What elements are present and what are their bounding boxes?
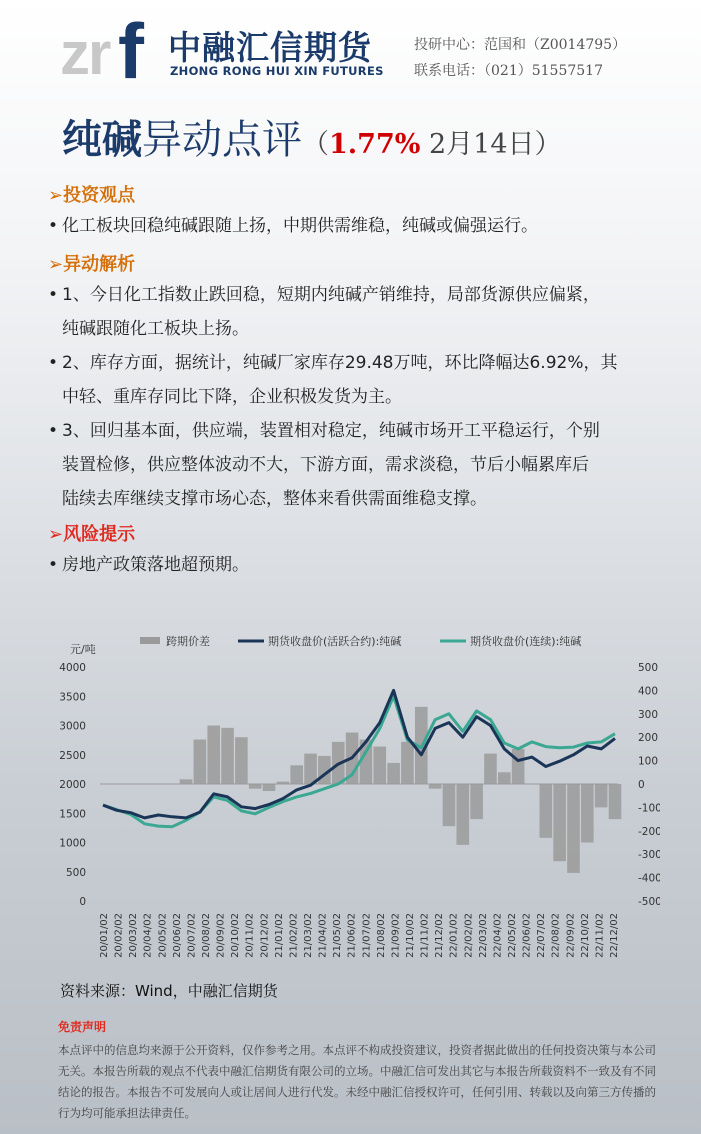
- x-tick-label: 22/10/02: [579, 913, 591, 958]
- x-tick-label: 21/08/02: [375, 913, 387, 958]
- spread-bar: [609, 784, 622, 819]
- legend-label-2: 期货收盘价(连续):纯碱: [470, 635, 582, 648]
- y2-tick-label: 200: [638, 732, 659, 745]
- x-tick-label: 22/07/02: [536, 913, 548, 958]
- x-tick-label: 22/01/02: [448, 913, 460, 958]
- x-tick-label: 22/04/02: [492, 913, 504, 958]
- company-logo-icon: [58, 12, 162, 82]
- x-tick-label: 21/11/02: [419, 913, 431, 958]
- spread-bar: [553, 784, 566, 861]
- spread-bar: [373, 747, 386, 784]
- analysis-3-line-3: 陆续去库继续支撑市场心态，整体来看供需面维稳支撑。: [62, 489, 487, 509]
- y-tick-label: 1000: [59, 837, 86, 850]
- y-axis-label: 元/吨: [70, 643, 96, 656]
- x-tick-label: 21/10/02: [405, 913, 416, 958]
- spread-bar: [249, 784, 262, 789]
- x-tick-label: 20/07/02: [186, 913, 198, 958]
- contact-phone: 联系电话：（021）51557517: [414, 63, 603, 79]
- y2-tick-label: -500: [638, 896, 660, 908]
- x-tick-label: 21/06/02: [346, 913, 358, 958]
- y2-tick-label: -200: [638, 825, 660, 838]
- analysis-3-line-2: 装置检修，供应整体波动不大，下游方面，需求淡稳，节后小幅累库后: [62, 455, 589, 475]
- y2-tick-label: -400: [638, 872, 660, 885]
- svg-text:r: r: [88, 20, 112, 82]
- x-tick-label: 21/05/02: [332, 913, 344, 958]
- disclaimer-title: 免责声明: [58, 1020, 107, 1034]
- spread-bar: [581, 784, 594, 843]
- section-investment-view: ➢投资观点: [48, 185, 136, 206]
- spread-bar: [304, 754, 317, 784]
- spread-bar: [470, 784, 483, 819]
- x-tick-label: 21/01/02: [273, 913, 285, 958]
- spread-bar: [595, 784, 608, 807]
- spread-bar: [207, 726, 220, 785]
- analysis-3-line-1: 3、回归基本面，供应端，装置相对稳定，纯碱市场开工平稳运行，个别: [62, 421, 600, 441]
- x-tick-label: 22/03/02: [477, 913, 489, 958]
- y-tick-label: 0: [79, 896, 86, 908]
- x-tick-label: 20/04/02: [142, 913, 154, 958]
- x-tick-label: 21/02/02: [288, 913, 300, 958]
- analysis-2-line-2: 中轻、重库存同比下降，企业积极发货为主。: [62, 387, 402, 407]
- spread-bar: [235, 737, 248, 784]
- spread-bar: [456, 784, 469, 845]
- bullet-icon: •: [48, 285, 59, 305]
- legend-swatch-0: [140, 637, 160, 644]
- y-tick-label: 500: [65, 866, 86, 879]
- y2-tick-label: 400: [638, 685, 659, 698]
- x-tick-label: 22/06/02: [521, 913, 533, 958]
- x-tick-label: 20/02/02: [113, 913, 125, 958]
- y-tick-label: 4000: [59, 662, 86, 674]
- y2-tick-label: 100: [638, 755, 659, 768]
- spread-bar: [443, 784, 456, 826]
- bullet-icon: •: [48, 353, 59, 373]
- legend-label-0: 跨期价差: [166, 635, 210, 648]
- y-tick-label: 1500: [59, 808, 86, 821]
- spread-bar: [401, 742, 414, 784]
- x-tick-label: 20/08/02: [201, 913, 212, 958]
- company-name-en: ZHONG RONG HUI XIN FUTURES: [170, 64, 384, 78]
- x-tick-label: 21/03/02: [303, 913, 314, 958]
- section-analysis: ➢异动解析: [48, 254, 136, 275]
- y2-tick-label: 0: [638, 779, 645, 791]
- spread-bar: [512, 749, 525, 784]
- view-text: 化工板块回稳纯碱跟随上扬，中期供需维稳，纯碱或偏强运行。: [62, 216, 538, 236]
- bullet-icon: •: [48, 555, 59, 575]
- title-change-pct: 1.77%: [329, 129, 421, 160]
- spread-bar: [263, 784, 276, 791]
- contact-analyst: 投研中心：范国和（Z0014795）: [414, 37, 627, 53]
- y-tick-label: 3000: [59, 720, 86, 733]
- analysis-point-3: [48, 414, 658, 516]
- x-tick-label: 22/05/02: [507, 913, 518, 958]
- x-tick-label: 22/09/02: [565, 913, 577, 958]
- x-tick-label: 20/09/02: [215, 913, 227, 958]
- spread-bar: [180, 779, 193, 784]
- y-tick-label: 2500: [59, 749, 86, 762]
- company-name: 中融汇信期货: [168, 28, 372, 67]
- view-paragraph: [48, 209, 658, 243]
- spread-bar: [567, 784, 580, 873]
- bullet-icon: •: [48, 421, 59, 441]
- y2-tick-label: 300: [638, 708, 659, 721]
- x-tick-label: 20/03/02: [128, 913, 140, 958]
- spread-bar: [277, 782, 290, 784]
- x-tick-label: 20/11/02: [244, 913, 256, 958]
- x-tick-label: 20/05/02: [157, 913, 169, 958]
- title-paren: （: [302, 129, 329, 160]
- data-source: 资料来源：Wind，中融汇信期货: [60, 982, 278, 1000]
- active-price-line: [103, 690, 615, 818]
- spread-bar: [540, 784, 553, 838]
- x-tick-label: 20/06/02: [171, 913, 183, 958]
- risk-text: 房地产政策落地超预期。: [62, 555, 249, 575]
- spread-bar: [429, 784, 442, 789]
- y-tick-label: 2000: [59, 779, 86, 791]
- y2-tick-label: 500: [638, 662, 659, 674]
- x-tick-label: 21/09/02: [390, 913, 402, 958]
- x-tick-label: 21/07/02: [361, 913, 373, 958]
- page-title: [62, 108, 562, 165]
- price-chart-svg: [40, 625, 660, 970]
- spread-bar: [484, 754, 497, 784]
- title-commodity: 纯碱: [62, 116, 142, 163]
- x-tick-label: 22/08/02: [550, 913, 562, 958]
- x-tick-label: 22/11/02: [594, 913, 606, 958]
- x-tick-label: 22/02/02: [463, 913, 475, 958]
- price-chart: [40, 625, 660, 970]
- spread-bar: [290, 765, 303, 784]
- analysis-1-line-2: 纯碱跟随化工板块上扬。: [62, 319, 249, 339]
- spread-bar: [498, 772, 511, 784]
- analysis-2-line-1: 2、库存方面，据统计，纯碱厂家库存29.48万吨，环比降幅达6.92%，其: [62, 353, 618, 373]
- spread-bar: [387, 763, 400, 784]
- x-tick-label: 20/12/02: [259, 913, 271, 958]
- y-tick-label: 3500: [59, 691, 86, 704]
- title-date: 2月14日）: [420, 129, 562, 160]
- x-tick-label: 20/10/02: [230, 913, 242, 958]
- y2-tick-label: -300: [638, 849, 660, 862]
- spread-bar: [194, 740, 207, 784]
- section-risk: ➢风险提示: [48, 524, 136, 545]
- x-tick-label: 22/12/02: [609, 913, 620, 958]
- x-tick-label: 21/12/02: [434, 913, 446, 958]
- disclaimer-text: 本点评中的信息均来源于公开资料，仅作参考之用。本点评不构成投资建议，投资者据此做出的任何投资决策与本公司无关。本报告所载的观点不代表中融汇信期货有限公司的立场。中融汇信可发出其它与本报告所载资料不一致及有不同结论的报告。本报告不可发展向人或让居间人进行代发。未经中融汇信授权许可，任何引用、转载以及向第三方传播的行为均可能承担法律责任。: [58, 1043, 656, 1120]
- y2-tick-label: -100: [638, 802, 660, 815]
- x-tick-label: 20/01/02: [99, 913, 110, 958]
- analysis-1-line-1: 1、今日化工指数止跌回稳，短期内纯碱产销维持，局部货源供应偏紧，: [62, 285, 600, 305]
- spread-bar: [221, 728, 234, 784]
- legend-label-1: 期货收盘价(活跃合约):纯碱: [268, 635, 402, 648]
- risk-paragraph: [48, 548, 658, 582]
- svg-text:f: f: [118, 12, 144, 82]
- svg-text:z: z: [60, 20, 90, 82]
- analysis-point-2: [48, 346, 658, 414]
- bullet-icon: •: [48, 216, 59, 236]
- title-main: 异动点评: [142, 117, 302, 163]
- analysis-point-1: [48, 278, 658, 346]
- x-tick-label: 21/04/02: [317, 913, 329, 958]
